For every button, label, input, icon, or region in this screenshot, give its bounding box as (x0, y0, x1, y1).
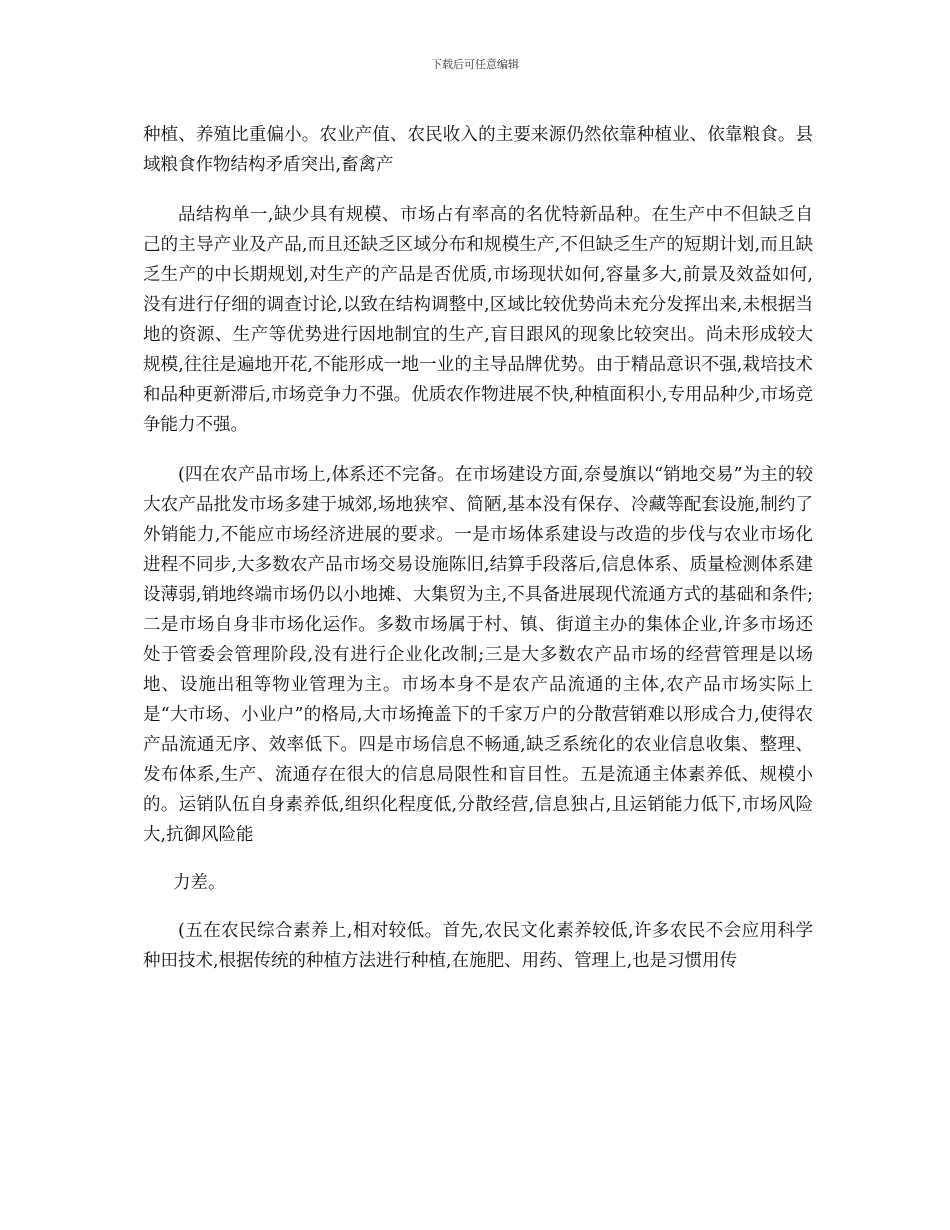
paragraph-3: (四在农产品市场上,体系还不完备。在市场建设方面,奈曼旗以“销地交易”为主的较大农产品批发市场多建于城郊,场地狭窄、简陋,基本没有保存、冷藏等配套设施,制约了外销能力,不能应市场经济进展的要求。一是市场体系建设与改造的步伐与农业市场化进程不同步,大多数农产品市场交易设施陈旧,结算手段落后,信息体系、质量检测体系建设薄弱,销地终端市场仍以小地摊、大集贸为主,不具备进展现代流通方式的基础和条件;二是市场自身非市场化运作。多数市场属于村、镇、街道主办的集体企业,许多市场还处于管委会管理阶段,没有进行企业化改制;三是大多数农产品市场的经营管理是以场地、设施出租等物业管理为主。市场本身不是农产品流通的主体,农产品市场实际上是“大市场、小业户”的格局,大市场掩盖下的千家万户的分散营销难以形成合力,使得农产品流通无序、效率低下。四是市场信息不畅通,缺乏系统化的农业信息收集、整理、发布体系,生产、流通存在很大的信息局限性和盲目性。五是流通主体素养低、规模小的。运销队伍自身素养低,组织化程度低,分散经营,信息独占,且运销能力低下,市场风险大,抗御风险能 (143, 465, 813, 845)
paragraph-1: 种植、养殖比重偏小。农业产值、农民收入的主要来源仍然依靠种植业、依靠粮食。县域粮食作物结构矛盾突出,畜禽产 (143, 125, 813, 175)
paragraph-4: 力差。 (173, 873, 226, 893)
paragraph-2: 品结构单一,缺少具有规模、市场占有率高的名优特新品种。在生产中不但缺乏自己的主导产业及产品,而且还缺乏区域分布和规模生产,不但缺乏生产的短期计划,而且缺乏生产的中长期规划,对生产的产品是否优质,市场现状如何,容量多大,前景及效益如何,没有进行仔细的调查讨论,以致在结构调整中,区域比较优势尚未充分发挥出来,未根据当地的资源、生产等优势进行因地制宜的生产,盲目跟风的现象比较突出。尚未形成较大规模,往往是遍地开花,不能形成一地一业的主导品牌优势。由于精品意识不强,栽培技术和品种更新滞后,市场竞争力不强。优质农作物进展不快,种植面积小,专用品种少,市场竞争能力不强。 (143, 205, 813, 435)
page-header: 下载后可任意编辑 (431, 58, 519, 71)
document-body (143, 120, 813, 976)
paragraph-5: (五在农民综合素养上,相对较低。首先,农民文化素养较低,许多农民不会应用科学种田技术,根据传统的种植方法进行种植,在施肥、用药、管理上,也是习惯用传 (143, 921, 813, 971)
